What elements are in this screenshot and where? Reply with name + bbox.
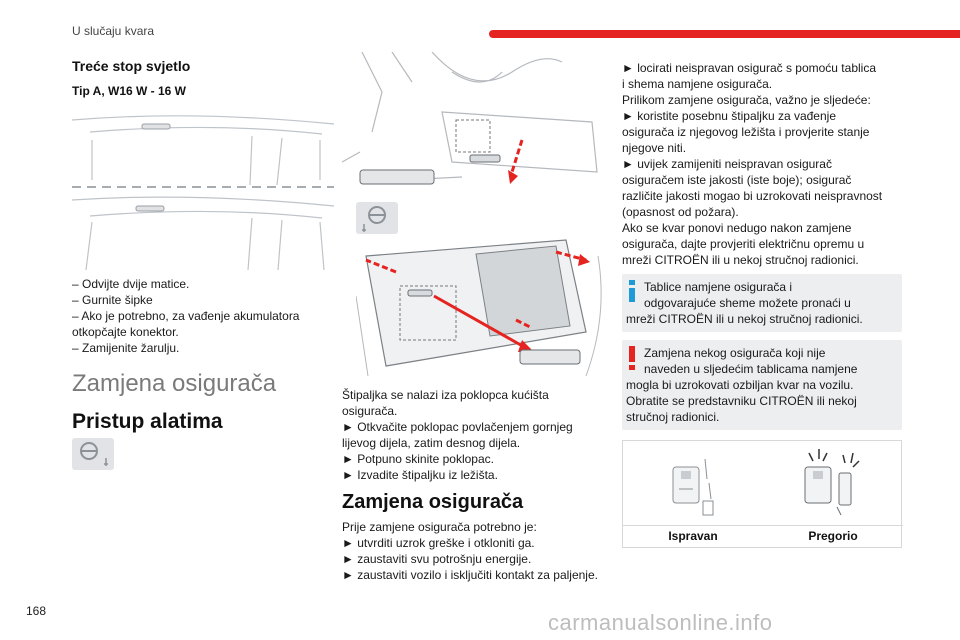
text-line: (opasnost od požara). <box>622 205 739 219</box>
fuse-box-cover-illustration <box>356 236 618 382</box>
text-line: ► utvrditi uzrok greške i otkloniti ga. <box>342 536 535 550</box>
rear-roof-illustration <box>72 110 334 272</box>
fuse-condition-table <box>622 440 902 548</box>
text-line: mreži CITROËN ili u nekoj stručnoj radionici. <box>622 253 859 267</box>
text-line: Štipaljka se nalazi iza poklopca kućišta <box>342 388 549 402</box>
text-line: njegove niti. <box>622 141 687 155</box>
replacement-steps <box>72 276 334 356</box>
text-line: ► Potpuno skinite poklopac. <box>342 452 494 466</box>
running-header: U slučaju kvara <box>72 24 155 38</box>
fuse-replacement-instructions <box>622 60 908 268</box>
text-line: lijevog dijela, zatim desnog dijela. <box>342 436 521 450</box>
text-line: osigurača. <box>342 404 398 418</box>
text-line: Ako se kvar ponovi nedugo nakon zamjene <box>622 221 852 235</box>
watermark: carmanualsonline.info <box>548 610 773 635</box>
step-line: – Zamijenite žarulju. <box>72 341 180 355</box>
info-line: mreži CITROËN ili u nekoj stručnoj radionici. <box>626 312 863 326</box>
warning-line: stručnoj radionici. <box>626 410 720 424</box>
info-icon <box>626 280 638 302</box>
text-line: i shema namjene osigurača. <box>622 77 773 91</box>
step-line: – Ako je potrebno, za vađenje akumulatora otkopčajte konektor. <box>72 309 300 339</box>
bulb-type-label: Tip A, W16 W - 16 W <box>72 84 187 98</box>
fuse-blown-illustration <box>793 447 867 519</box>
text-line: ► koristite posebnu štipaljku za vađenje <box>622 109 836 123</box>
warning-line: mogla bi uzrokovati ozbiljan kvar na vozilu. <box>626 378 854 392</box>
text-line: ► zaustaviti vozilo i isključiti kontakt za paljenje. <box>342 568 598 582</box>
warning-line: Obratite se predstavniku CITROËN ili nekoj <box>626 394 857 408</box>
text-line: osigurača iz njegovog ležišta i provjerite stanje <box>622 125 870 139</box>
text-line: Prije zamjene osigurača potrebno je: <box>342 520 537 534</box>
text-line: ► locirati neispravan osigurač s pomoću tablica <box>622 61 876 75</box>
text-line: ► Izvadite štipaljku iz ležišta. <box>342 468 498 482</box>
warning-icon <box>626 346 638 370</box>
dashboard-fuse-location-illustration <box>342 52 618 202</box>
text-line: različite jakosti mogao bi uzrokovati neispravnost <box>622 189 883 203</box>
text-line: Prilikom zamjene osigurača, važno je sljedeće: <box>622 93 871 107</box>
info-box <box>622 274 902 332</box>
text-line: ► uvijek zamijeniti neispravan osigurač <box>622 157 832 171</box>
clip-location-text <box>342 387 618 483</box>
section-heading-third-brake-light: Treće stop svjetlo <box>72 58 191 74</box>
text-line: ► zaustaviti svu potrošnju energije. <box>342 552 532 566</box>
info-line: Tablice namjene osigurača i <box>644 280 793 294</box>
pre-replacement-steps <box>342 519 622 583</box>
text-line: osigurača, dajte provjeriti električnu opremu u <box>622 237 865 251</box>
step-line: – Gurnite šipke <box>72 293 153 307</box>
text-line: ► Otkvačite poklopac povlačenjem gornjeg <box>342 420 573 434</box>
header-accent-bar <box>489 30 960 38</box>
steering-wheel-icon <box>72 438 114 470</box>
info-line: odgovarajuće sheme možete pronaći u <box>644 296 851 310</box>
warning-box <box>622 340 902 430</box>
heading-tool-access: Pristup alatima <box>72 410 223 433</box>
chapter-title-fuse-replacement: Zamjena osigurača <box>72 370 277 397</box>
fuse-blown-label: Pregorio <box>808 529 858 543</box>
heading-fuse-replacement: Zamjena osigurača <box>342 491 524 513</box>
step-line: – Odvijte dvije matice. <box>72 277 190 291</box>
warning-line: naveden u sljedećim tablicama namjene <box>644 362 858 376</box>
steering-wheel-icon <box>356 202 398 234</box>
text-line: osiguračem iste jakosti (iste boje); osigurač <box>622 173 852 187</box>
fuse-ok-illustration <box>663 449 733 519</box>
page-number: 168 <box>26 604 47 618</box>
warning-line: Zamjena nekog osigurača koji nije <box>644 346 826 360</box>
fuse-ok-label: Ispravan <box>668 529 718 543</box>
